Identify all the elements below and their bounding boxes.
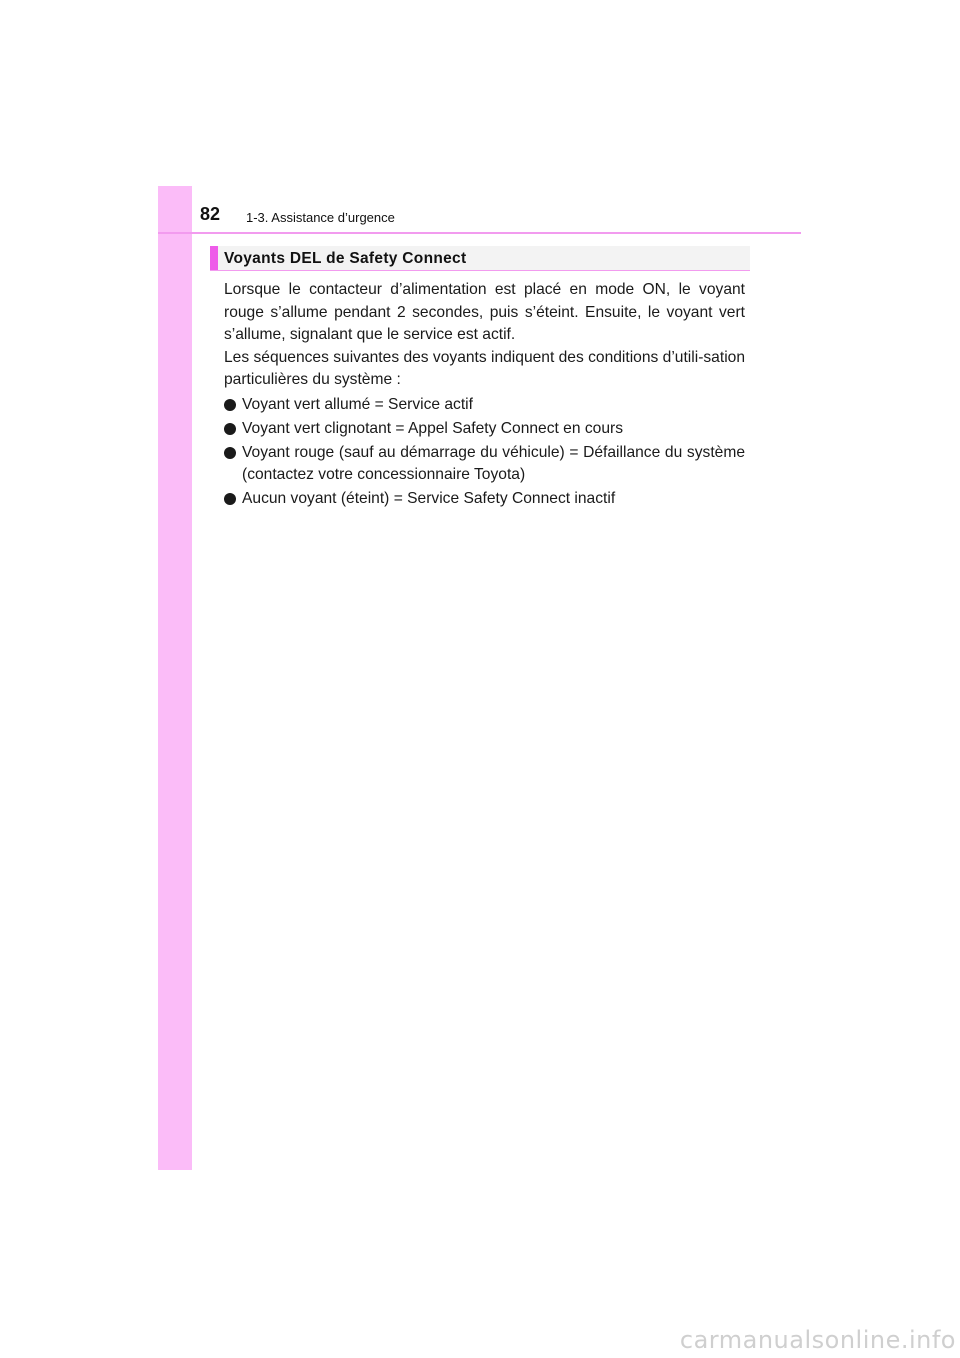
list-item	[224, 488, 745, 511]
heading-accent-bar	[210, 246, 218, 270]
bullet-icon	[224, 399, 236, 411]
side-color-band	[158, 186, 192, 1170]
list-item	[224, 418, 745, 441]
list-item-text: Voyant rouge (sauf au démarrage du véhicule) = Défaillance du système (contactez votre concessionnaire Toyota)	[242, 443, 745, 483]
section-heading-box	[210, 246, 750, 271]
section-heading: Voyants DEL de Safety Connect	[224, 250, 467, 267]
list-item-text: Voyant vert allumé = Service actif	[242, 395, 473, 413]
watermark-link[interactable]: carmanualsonline.info	[679, 1326, 956, 1354]
header-divider	[158, 232, 801, 234]
list-item-text: Voyant vert clignotant = Appel Safety Connect en cours	[242, 419, 623, 437]
page-number: 82	[200, 204, 221, 224]
list-item-text: Aucun voyant (éteint) = Service Safety Connect inactif	[242, 490, 616, 507]
bullet-icon	[224, 447, 236, 459]
running-header: 1-3. Assistance d’urgence	[246, 210, 395, 225]
list-item	[224, 394, 745, 417]
list-item	[224, 442, 745, 487]
indicator-list	[224, 394, 745, 511]
body-paragraph: Les séquences suivantes des voyants indiquent des conditions d’utili-sation particulières du système :	[224, 348, 745, 388]
body-paragraph: Lorsque le contacteur d’alimentation est placé en mode ON, le voyant rouge s’allume pendant 2 secondes, puis s’éteint. Ensuite, le voyant vert s’allume, signalant que le service est actif.	[224, 281, 745, 343]
bullet-icon	[224, 423, 236, 435]
bullet-icon	[224, 493, 236, 505]
section-body	[224, 279, 745, 511]
